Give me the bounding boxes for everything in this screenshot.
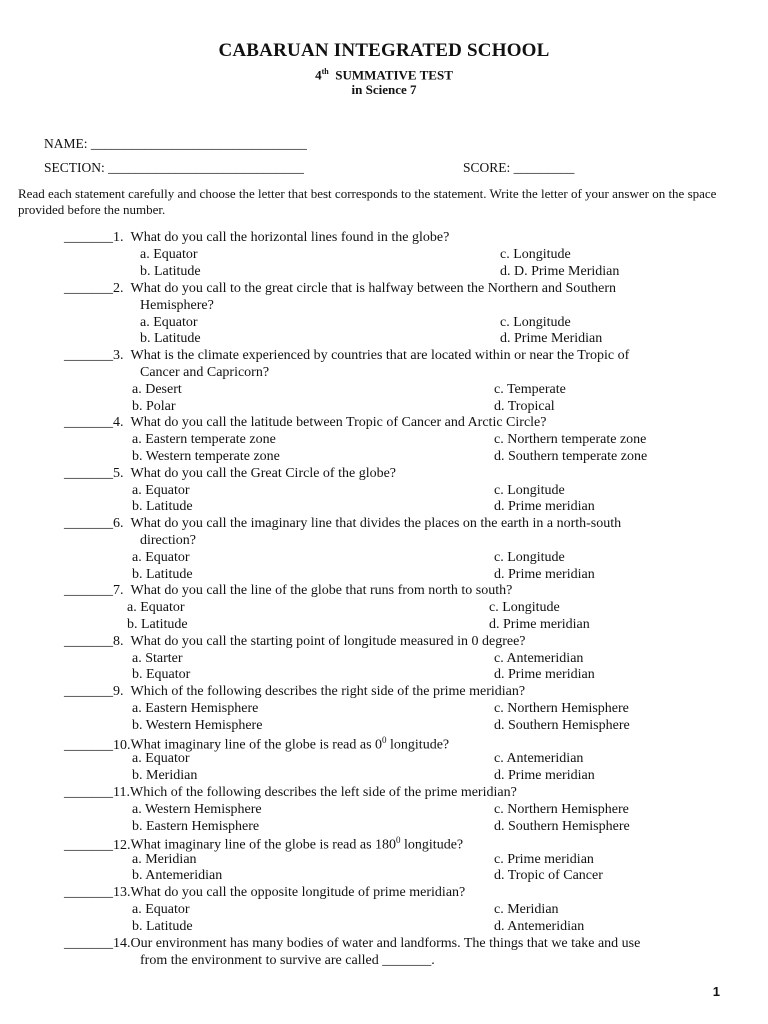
option-b: b. Equator: [132, 667, 191, 682]
answer-blank[interactable]: _______4.: [64, 415, 124, 430]
question-1: [64, 230, 449, 246]
option-a: a. Equator: [132, 550, 190, 565]
option-b: b. Eastern Hemisphere: [132, 819, 260, 834]
question-4: [64, 415, 546, 431]
score-field[interactable]: SCORE: _________: [463, 160, 575, 175]
test-number-suffix: th: [321, 67, 329, 76]
option-b: b. Latitude: [140, 331, 201, 346]
option-c: c. Longitude: [494, 550, 565, 565]
answer-blank[interactable]: _______3.: [64, 348, 124, 363]
question-11: [64, 785, 517, 801]
question-continuation: Hemisphere?: [140, 298, 214, 313]
question-text: What imaginary line of the globe is read as 180: [130, 837, 397, 853]
degree-superscript: 0: [382, 735, 387, 745]
test-number: 4: [315, 67, 322, 83]
option-b: b. Latitude: [140, 264, 201, 279]
option-c: c. Longitude: [489, 600, 560, 615]
question-text: Which of the following describes the left side of the prime meridian?: [129, 785, 517, 800]
option-d: d. Southern temperate zone: [494, 449, 648, 464]
page-number: 1: [712, 984, 720, 999]
answer-blank[interactable]: _______2.: [64, 281, 124, 296]
question-13: [64, 885, 465, 901]
test-title: [0, 67, 768, 83]
question-5: [64, 466, 396, 482]
question-text: What do you call the line of the globe that runs from north to south?: [130, 583, 513, 598]
question-10: [64, 735, 449, 754]
question-text: Our environment has many bodies of water and landforms. The things that we take and use: [130, 936, 641, 951]
option-a: a. Western Hemisphere: [132, 802, 262, 817]
option-a: a. Meridian: [132, 852, 197, 867]
question-3: [64, 348, 629, 364]
option-a: a. Equator: [132, 902, 190, 917]
option-c: c. Longitude: [500, 315, 571, 330]
option-c: c. Northern Hemisphere: [494, 802, 629, 817]
option-d: d. Prime meridian: [494, 667, 595, 682]
question-text: What do you call to the great circle that is halfway between the Northern and Southern: [130, 281, 617, 296]
question-text: What do you call the horizontal lines found in the globe?: [130, 230, 450, 245]
answer-blank[interactable]: _______14.: [64, 936, 131, 951]
option-c: c. Prime meridian: [494, 852, 594, 867]
answer-blank[interactable]: _______1.: [64, 230, 124, 245]
question-2: [64, 281, 616, 297]
question-6: [64, 516, 621, 532]
question-9: [64, 684, 525, 700]
question-continuation: from the environment to survive are called _______.: [140, 953, 435, 968]
option-d: d. Tropic of Cancer: [494, 868, 603, 883]
degree-superscript: 0: [396, 835, 401, 845]
option-c: c. Northern temperate zone: [494, 432, 647, 447]
option-d: d. Prime meridian: [494, 567, 595, 582]
question-12: [64, 835, 463, 854]
option-c: c. Longitude: [500, 247, 571, 262]
instructions: Read each statement carefully and choose the letter that best corresponds to the statement. Write the letter of your answer on the space provided before the number.: [18, 186, 717, 217]
name-field[interactable]: NAME: ________________________________: [44, 136, 307, 151]
option-b: b. Latitude: [132, 499, 193, 514]
question-text: What imaginary line of the globe is read as 0: [130, 737, 383, 753]
option-b: b. Meridian: [132, 768, 198, 783]
answer-blank[interactable]: _______13.: [64, 885, 131, 900]
answer-blank[interactable]: _______9.: [64, 684, 124, 699]
option-a: a. Desert: [132, 382, 182, 397]
option-c: c. Antemeridian: [494, 751, 584, 766]
option-d: d. Prime meridian: [494, 768, 595, 783]
question-text: What do you call the latitude between Tropic of Cancer and Arctic Circle?: [130, 415, 547, 430]
test-title-text: SUMMATIVE TEST: [335, 67, 453, 83]
option-d: d. Southern Hemisphere: [494, 718, 630, 733]
subject: in Science 7: [351, 82, 417, 97]
question-continuation: direction?: [140, 533, 196, 548]
option-c: c. Meridian: [494, 902, 559, 917]
question-text: What is the climate experienced by countries that are located within or near the Tropic of: [130, 348, 630, 363]
question-text: What do you call the starting point of longitude measured in 0 degree?: [130, 634, 526, 649]
answer-blank[interactable]: _______12.: [64, 837, 131, 853]
option-b: b. Polar: [132, 399, 176, 414]
option-c: c. Antemeridian: [494, 651, 584, 666]
option-a: a. Eastern temperate zone: [132, 432, 276, 447]
answer-blank[interactable]: _______11.: [64, 785, 130, 800]
option-b: b. Latitude: [132, 567, 193, 582]
answer-blank[interactable]: _______8.: [64, 634, 124, 649]
answer-blank[interactable]: _______10.: [64, 737, 131, 753]
option-a: a. Equator: [132, 751, 190, 766]
option-d: d. Prime meridian: [489, 617, 590, 632]
answer-blank[interactable]: _______7.: [64, 583, 124, 598]
option-c: c. Northern Hemisphere: [494, 701, 629, 716]
option-d: d. Antemeridian: [494, 919, 585, 934]
option-a: a. Equator: [132, 483, 190, 498]
question-text: What do you call the imaginary line that divides the places on the earth in a north-south: [130, 516, 622, 531]
option-b: b. Western Hemisphere: [132, 718, 263, 733]
option-d: d. Tropical: [494, 399, 555, 414]
question-text: What do you call the Great Circle of the globe?: [130, 466, 397, 481]
answer-blank[interactable]: _______5.: [64, 466, 124, 481]
option-a: a. Starter: [132, 651, 183, 666]
option-d: d. D. Prime Meridian: [500, 264, 620, 279]
option-d: d. Southern Hemisphere: [494, 819, 630, 834]
question-8: [64, 634, 526, 650]
option-b: b. Latitude: [127, 617, 188, 632]
option-b: b. Latitude: [132, 919, 193, 934]
option-c: c. Longitude: [494, 483, 565, 498]
option-a: a. Eastern Hemisphere: [132, 701, 259, 716]
question-14: [64, 936, 640, 952]
option-a: a. Equator: [127, 600, 185, 615]
option-a: a. Equator: [140, 247, 198, 262]
answer-blank[interactable]: _______6.: [64, 516, 124, 531]
question-continuation: Cancer and Capricorn?: [140, 365, 270, 380]
school-name: CABARUAN INTEGRATED SCHOOL: [218, 40, 550, 61]
question-text: Which of the following describes the right side of the prime meridian?: [130, 684, 526, 699]
option-d: d. Prime Meridian: [500, 331, 603, 346]
option-a: a. Equator: [140, 315, 198, 330]
option-b: b. Western temperate zone: [132, 449, 280, 464]
question-text: What do you call the opposite longitude of prime meridian?: [130, 885, 466, 900]
question-text-end: longitude?: [400, 837, 464, 853]
option-b: b. Antemeridian: [132, 868, 223, 883]
option-c: c. Temperate: [494, 382, 566, 397]
question-text-end: longitude?: [386, 737, 450, 753]
section-field[interactable]: SECTION: _____________________________: [44, 160, 304, 175]
option-d: d. Prime meridian: [494, 499, 595, 514]
question-7: [64, 583, 512, 599]
